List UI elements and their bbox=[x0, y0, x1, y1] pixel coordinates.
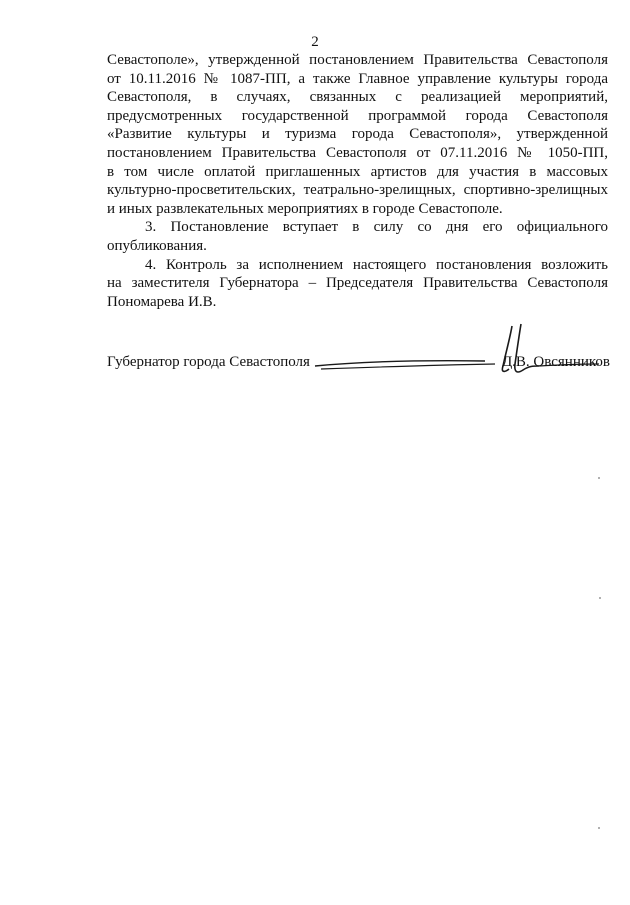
page-number: 2 bbox=[311, 34, 319, 50]
body-line: в том числе оплатой приглашенных артистов для участия в массовых bbox=[107, 163, 608, 180]
document-body bbox=[107, 51, 608, 311]
body-line: от 10.11.2016 № 1087-ПП, а также Главное управление культуры города bbox=[107, 70, 608, 87]
signatory-name: Д.В. Овсянников bbox=[501, 354, 610, 370]
paragraph-3-line: 3. Постановление вступает в силу со дня его официального bbox=[145, 219, 608, 236]
body-line: и иных развлекательных мероприятиях в городе Севастополе. bbox=[107, 200, 503, 217]
scan-speck bbox=[599, 597, 601, 599]
body-line: опубликования. bbox=[107, 237, 207, 254]
signatory-title: Губернатор города Севастополя bbox=[107, 354, 310, 370]
signature-block bbox=[107, 354, 610, 376]
body-line: Севастополя, в случаях, связанных с реализацией мероприятий, bbox=[107, 89, 608, 106]
body-line: «Развитие культуры и туризма города Севастополя», утвержденной bbox=[107, 126, 608, 143]
scan-speck bbox=[598, 477, 600, 479]
body-line: постановлением Правительства Севастополя от 07.11.2016 № 1050-ПП, bbox=[107, 144, 608, 161]
handwritten-signature bbox=[307, 320, 607, 380]
body-line: Пономарева И.В. bbox=[107, 293, 217, 310]
body-line: предусмотренных государственной программой города Севастополя bbox=[107, 107, 608, 124]
body-line: культурно-просветительских, театрально-зрелищных, спортивно-зрелищных bbox=[107, 182, 608, 199]
body-line: на заместителя Губернатора – Председателя Правительства Севастополя bbox=[107, 275, 608, 292]
scan-speck bbox=[598, 827, 600, 829]
body-line: Севастополе», утвержденной постановлением Правительства Севастополя bbox=[107, 52, 608, 68]
paragraph-4-line: 4. Контроль за исполнением настоящего постановления возложить bbox=[145, 256, 608, 273]
